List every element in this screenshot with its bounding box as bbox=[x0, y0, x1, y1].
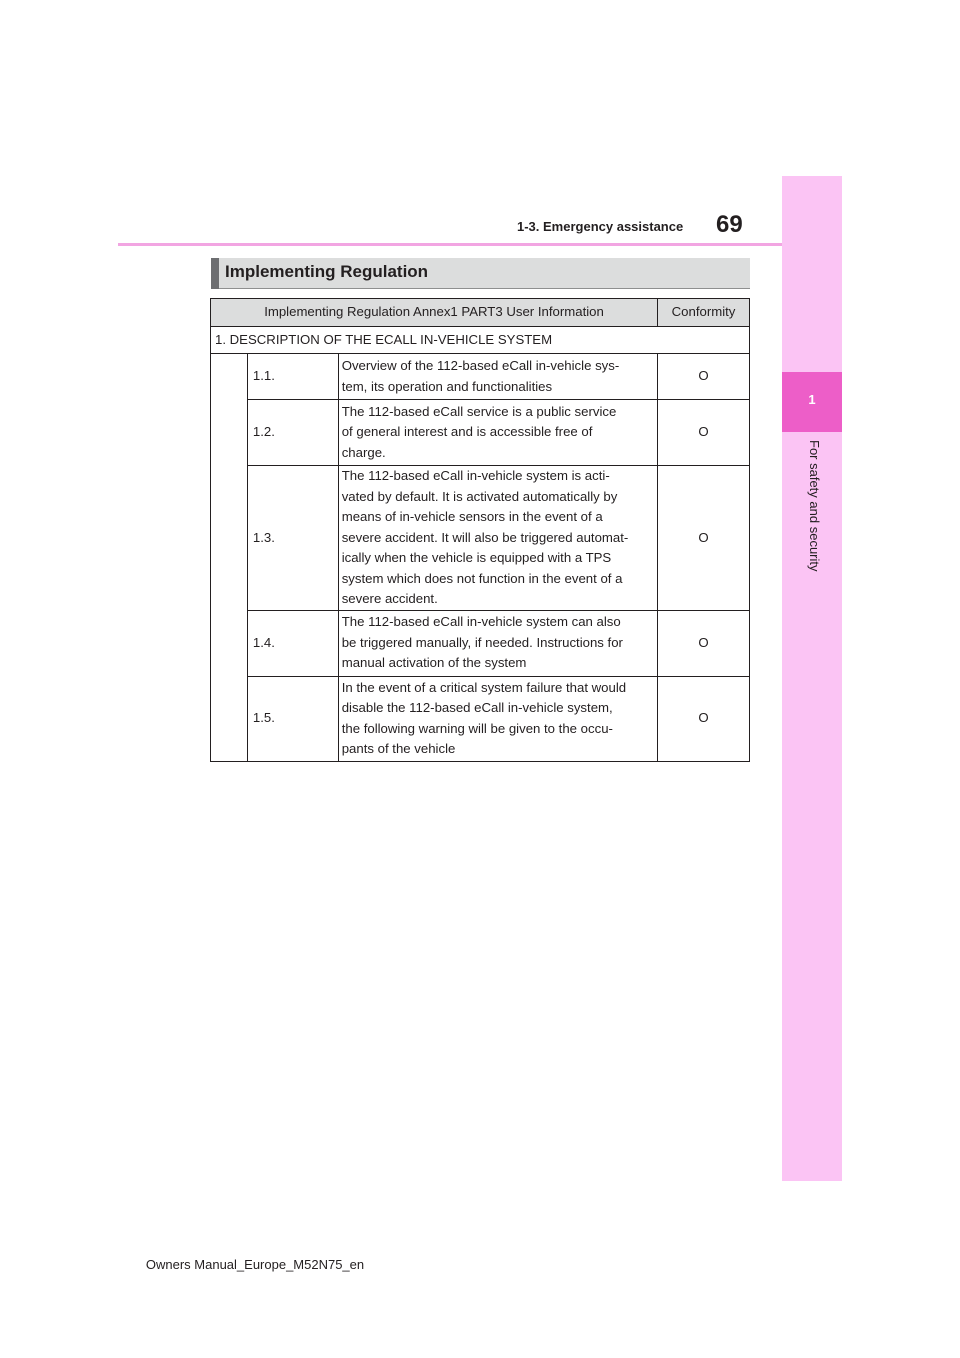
table-row bbox=[211, 354, 750, 400]
item-conformity: O bbox=[658, 610, 750, 676]
item-conformity: O bbox=[658, 400, 750, 466]
item-conformity: O bbox=[658, 466, 750, 611]
item-description bbox=[338, 354, 657, 400]
section-heading bbox=[211, 258, 750, 289]
item-description-text: The 112-based eCall in-vehicle system can also be triggered manually, if needed. Instructions for manual activation of the system bbox=[341, 614, 623, 671]
table-row bbox=[211, 466, 750, 611]
column-header-user-information: Implementing Regulation Annex1 PART3 User Information bbox=[211, 299, 658, 327]
item-number: 1.1. bbox=[247, 354, 338, 400]
item-number: 1.2. bbox=[247, 400, 338, 466]
chapter-title: For safety and security bbox=[807, 440, 822, 572]
chapter-side-tab bbox=[782, 176, 842, 1181]
table-header-row bbox=[211, 299, 750, 327]
table-section-row bbox=[211, 327, 750, 354]
page-number: 69 bbox=[716, 211, 743, 238]
item-description bbox=[338, 400, 657, 466]
heading-text: Implementing Regulation bbox=[225, 262, 429, 281]
document-footer: Owners Manual_Europe_M52N75_en bbox=[145, 1257, 365, 1272]
item-description bbox=[338, 466, 657, 611]
column-header-conformity: Conformity bbox=[658, 299, 750, 327]
table-row bbox=[211, 400, 750, 466]
table-row bbox=[211, 676, 750, 761]
item-number: 1.5. bbox=[247, 676, 338, 761]
item-description bbox=[338, 610, 657, 676]
regulation-table bbox=[210, 298, 750, 762]
item-description-text: The 112-based eCall service is a public service of general interest and is accessible free of charge. bbox=[341, 403, 617, 460]
header-rule bbox=[118, 243, 782, 246]
section-row-label: 1. DESCRIPTION OF THE ECALL IN-VEHICLE SYSTEM bbox=[211, 327, 750, 354]
indent-cell bbox=[211, 354, 248, 762]
section-title: 1-3. Emergency assistance bbox=[517, 219, 684, 234]
item-description-text: The 112-based eCall in-vehicle system is acti- vated by default. It is activated automatically by means of in-vehicle sensors in the event of a severe accident. It will also be triggered automat- ically when the vehicle is equipped with a TPS system which does not function in the event of a severe accident. bbox=[341, 468, 629, 606]
item-description-text: In the event of a critical system failure that would disable the 112-based eCall in-vehicle system, the following warning will be given to the occu- pants of the vehicle bbox=[341, 679, 627, 756]
heading-accent-bar bbox=[211, 258, 219, 289]
chapter-number: 1 bbox=[808, 392, 816, 407]
item-conformity: O bbox=[658, 676, 750, 761]
item-conformity: O bbox=[658, 354, 750, 400]
table-row bbox=[211, 610, 750, 676]
item-description bbox=[338, 676, 657, 761]
item-number: 1.4. bbox=[247, 610, 338, 676]
item-number: 1.3. bbox=[247, 466, 338, 611]
item-description-text: Overview of the 112-based eCall in-vehicle sys- tem, its operation and functionalities bbox=[341, 358, 620, 394]
